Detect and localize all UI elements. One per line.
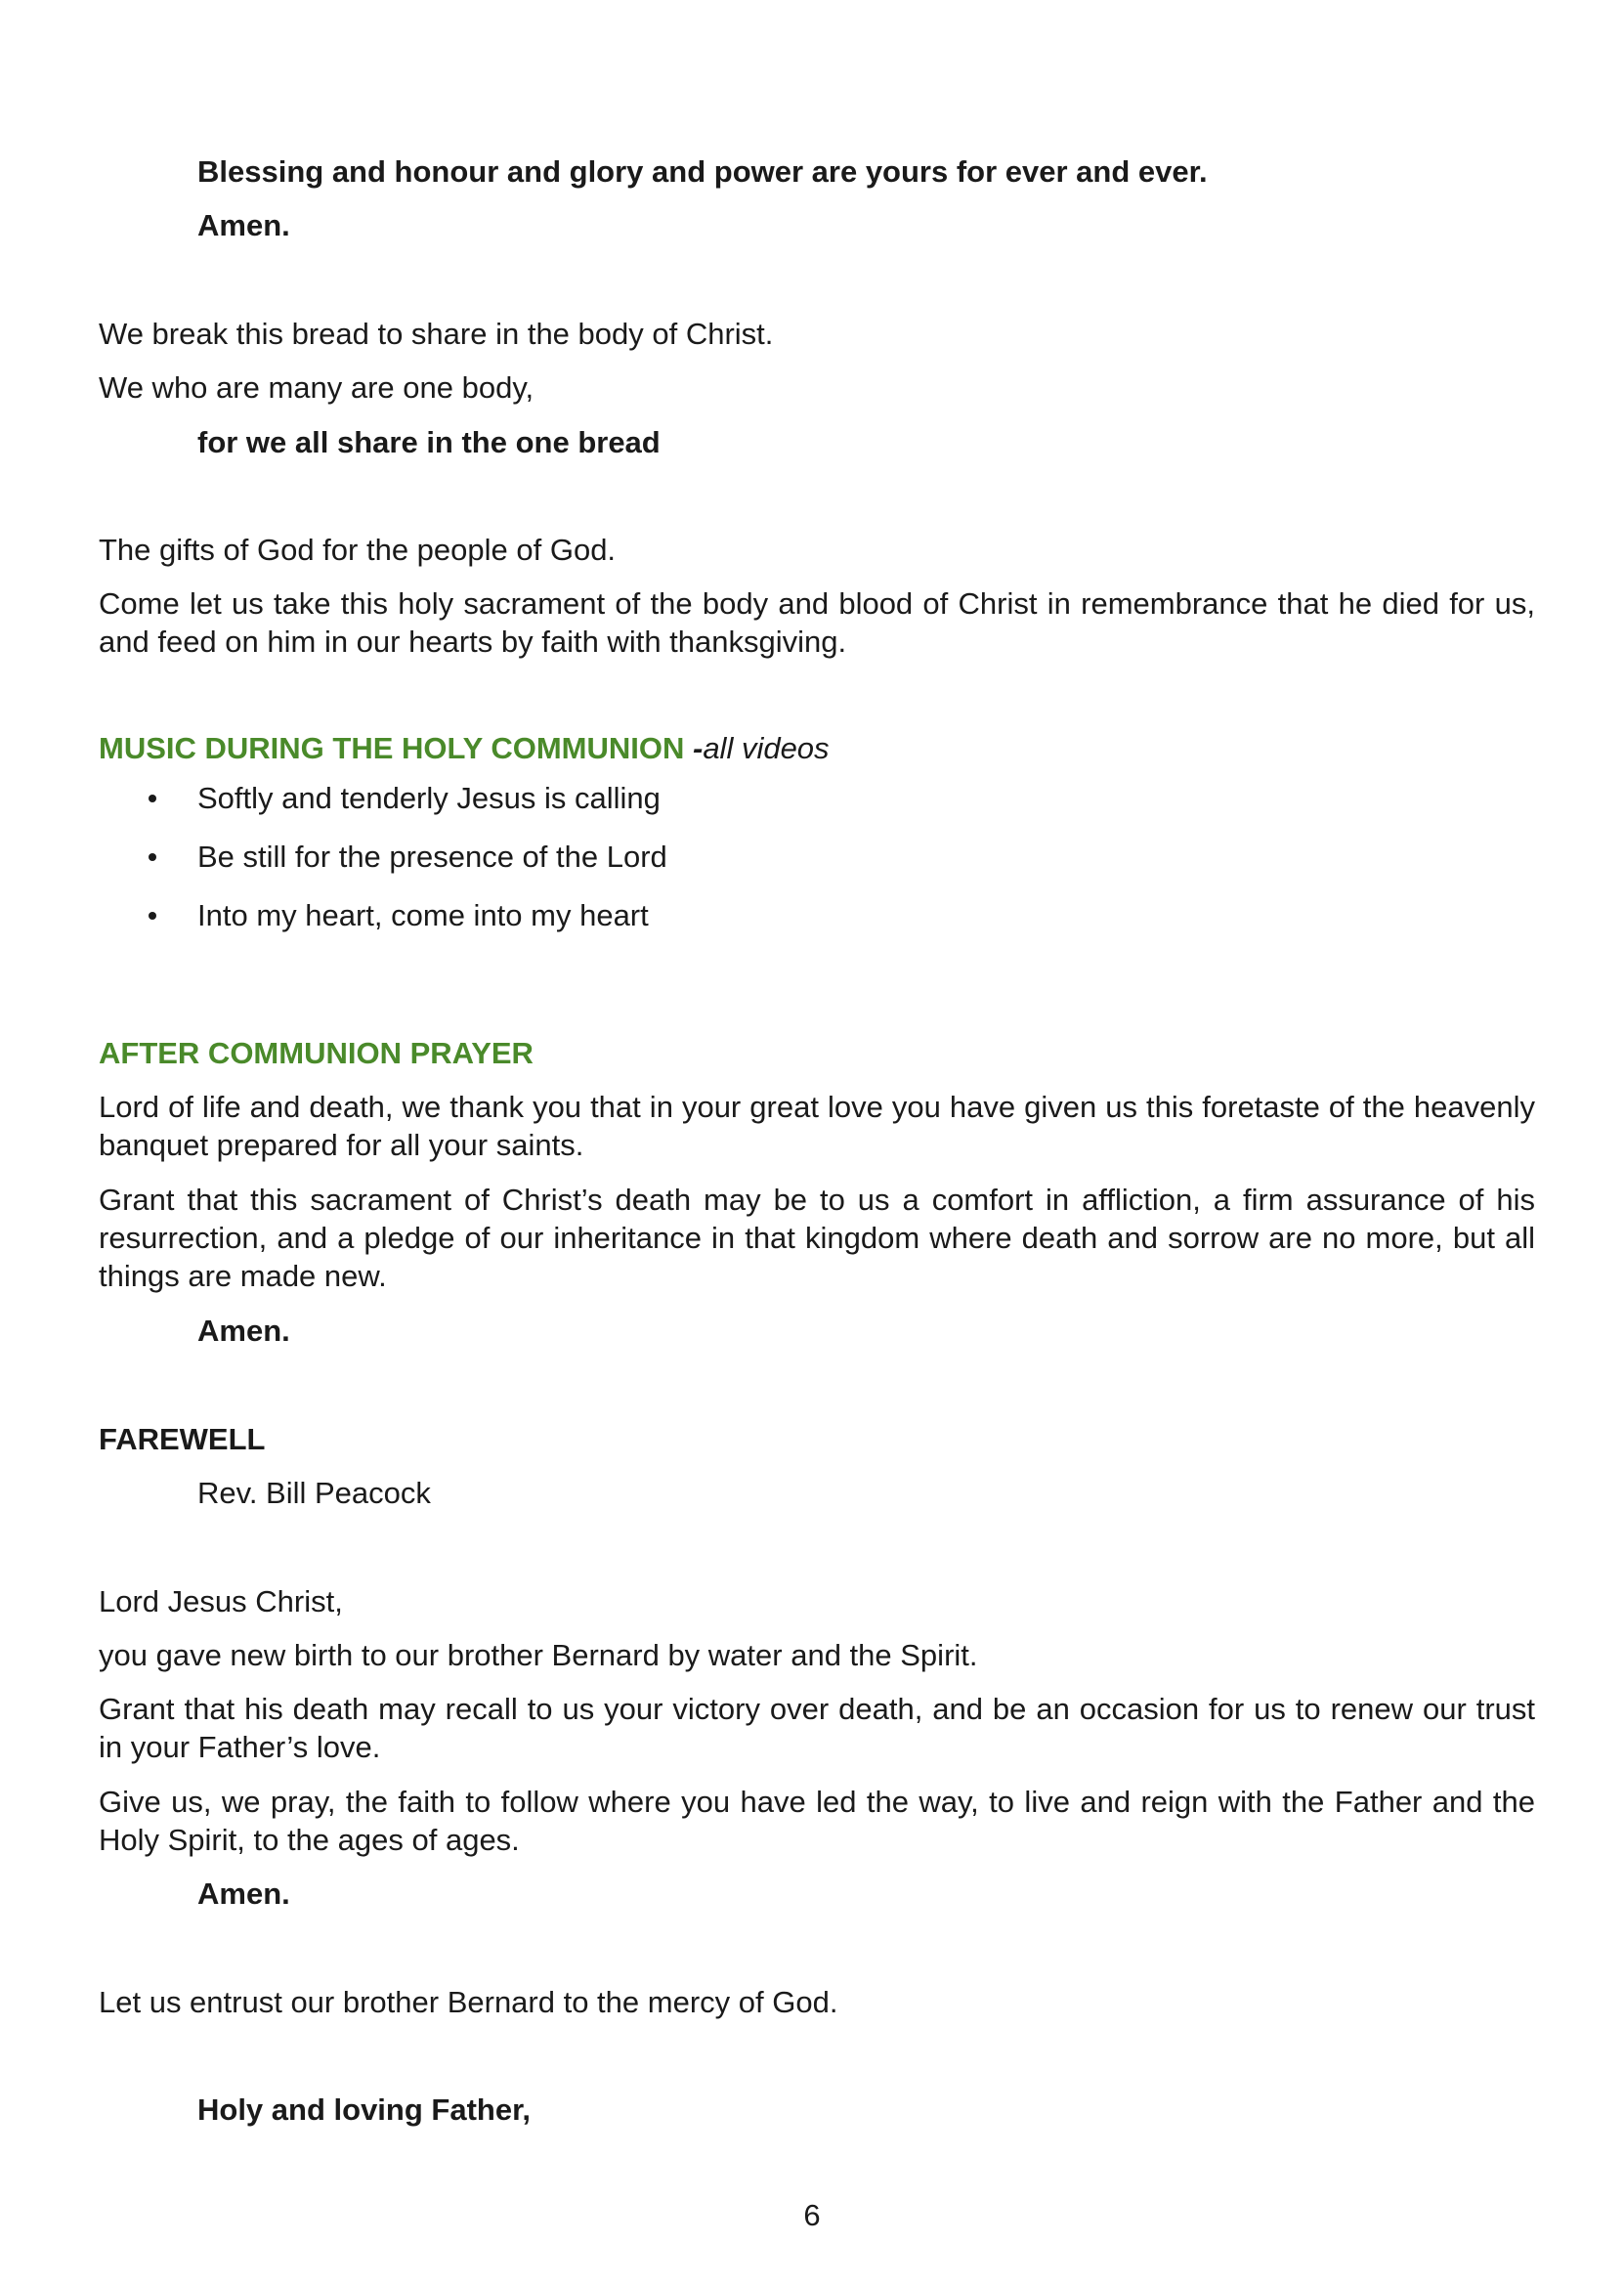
farewell-amen: Amen. bbox=[197, 1876, 290, 1911]
list-item bbox=[99, 838, 667, 896]
farewell-paragraph-2: Give us, we pray, the faith to follow where you have led the way, to live and reign with the Father and the Holy Spirit, to the ages of ages. bbox=[99, 1785, 1535, 1857]
breaking-response: for we all share in the one bread bbox=[197, 425, 661, 459]
farewell-line-2: you gave new birth to our brother Bernard by water and the Spirit. bbox=[99, 1638, 978, 1672]
music-note bbox=[693, 731, 830, 765]
after-communion-amen: Amen. bbox=[197, 1314, 290, 1348]
entrust-line: Let us entrust our brother Bernard to the mercy of God. bbox=[99, 1985, 838, 2019]
music-list bbox=[99, 779, 667, 955]
farewell-line-1: Lord Jesus Christ, bbox=[99, 1584, 343, 1618]
farewell-leader: Rev. Bill Peacock bbox=[197, 1476, 431, 1510]
amen-response: Amen. bbox=[197, 208, 290, 242]
invitation-paragraph: Come let us take this holy sacrament of the body and blood of Christ in remembrance that he died for us, and feed on him in our hearts by faith with thanksgiving. bbox=[99, 586, 1535, 659]
bullet-icon bbox=[149, 853, 156, 861]
music-heading: MUSIC DURING THE HOLY COMMUNION bbox=[99, 731, 685, 765]
farewell-paragraph-1: Grant that his death may recall to us your victory over death, and be an occasion for us to renew our trust in your Father’s love. bbox=[99, 1692, 1535, 1764]
after-communion-heading: AFTER COMMUNION PRAYER bbox=[99, 1036, 534, 1070]
music-item-2: Be still for the presence of the Lord bbox=[197, 840, 667, 874]
blessing-response: Blessing and honour and glory and power are yours for ever and ever. bbox=[197, 154, 1208, 189]
list-item bbox=[99, 779, 667, 838]
holy-father-line: Holy and loving Father, bbox=[197, 2092, 532, 2127]
music-note-text: all videos bbox=[703, 731, 830, 765]
list-item bbox=[99, 896, 667, 955]
music-note-dash: - bbox=[692, 731, 704, 765]
bullet-icon bbox=[149, 795, 156, 802]
after-communion-paragraph-1: Lord of life and death, we thank you that in your great love you have given us this foretaste of the heavenly banquet prepared for all your saints. bbox=[99, 1090, 1535, 1162]
page-number: 6 bbox=[803, 2198, 821, 2232]
invitation-line-1: The gifts of God for the people of God. bbox=[99, 533, 617, 567]
breaking-line-1: We break this bread to share in the body of Christ. bbox=[99, 317, 774, 351]
breaking-line-2: We who are many are one body, bbox=[99, 370, 534, 405]
bullet-icon bbox=[149, 912, 156, 920]
music-item-1: Softly and tenderly Jesus is calling bbox=[197, 781, 661, 815]
after-communion-paragraph-2: Grant that this sacrament of Christ’s death may be to us a comfort in affliction, a firm assurance of his resurrection, and a pledge of our inheritance in that kingdom where death and sorrow are no more, but all things are made new. bbox=[99, 1183, 1535, 1293]
music-item-3: Into my heart, come into my heart bbox=[197, 898, 649, 932]
music-heading-line bbox=[99, 729, 1535, 767]
farewell-heading: FAREWELL bbox=[99, 1422, 266, 1456]
